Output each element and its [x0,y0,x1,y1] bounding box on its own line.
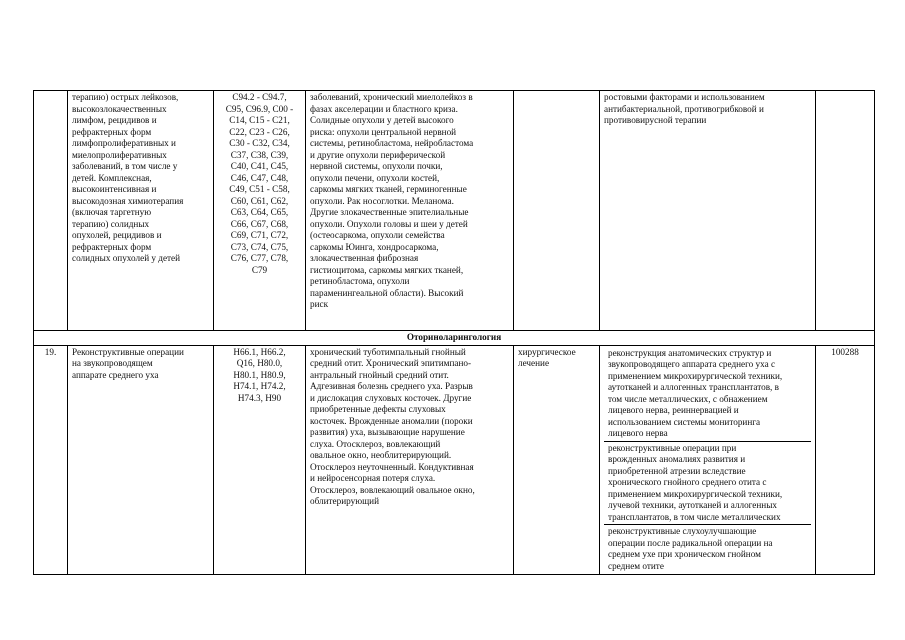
treatment-method-cell: ростовыми факторами и использованием антибактериальной, противогрибковой и противовирусной терапии [600,91,816,331]
table-row-continued [34,91,875,331]
treatment-method-1: реконструкция анатомических структур и звукопроводящего аппарата среднего уха с применением микрохирургической техники, аутотканей и аллогенных трансплантатов, в том числе металлических, с обнажением лицевого нерва, реиннервацией и использованием системы мониторинга лицевого нерва [604,347,811,442]
row-number-cell [34,91,68,331]
treatment-method-2: реконструктивные операции при врожденных аномалиях развития и приобретенной атрезии вследствие хронического гнойного среднего отита с применением микрохирургической техники, лучевой техники, аутотканей и аллогенных трансплантатов, в том числе металлических [604,442,811,526]
treatment-method-3: реконструктивные слухоулучшающие операции после радикальной операции на среднем ухе при хроническом гнойном среднем отите [608,526,773,571]
diagnosis-cell: хронический туботимпальный гнойный средний отит. Хронический эпитимпано- антральный гнойный средний отит. Адгезивная болезнь среднего уха. Разрыв и дислокация слуховых косточек. Другие приобретенные дефекты слуховых косточек. Врожденные аномалии (пороки развития) уха, вызывающие нарушение слуха. Отосклероз, вовлекающий овальное окно, необлитерирующий. Отосклероз неуточненный. Кондуктивная и нейросенсорная потеря слуха. Отосклероз, вовлекающий овальное окно, облитерирующий [306,345,514,575]
treatment-methods-cell [600,345,816,575]
service-name-cell: терапию) острых лейкозов, высокозлокачественных лимфом, рецидивов и рефрактерных форм лимфопролиферативных и миелопролиферативных заболеваний, в том числе у детей. Комплексная, высокоинтенсивная и высокодозная химиотерапия (включая таргетную терапию) солидных опухолей, рецидивов и рефрактерных форм солидных опухолей у детей [68,91,214,331]
section-header-row [34,331,875,346]
cost-cell [816,91,875,331]
treatment-type-cell [514,91,600,331]
row-number-cell: 19. [34,345,68,575]
service-name-cell: Реконструктивные операции на звукопроводящем аппарате среднего уха [68,345,214,575]
treatment-type-cell: хирургическое лечение [514,345,600,575]
icd-codes-cell: Н66.1, Н66.2, Q16, Н80.0, Н80.1, Н80.9, Н74.1, Н74.2, Н74.3, Н90 [214,345,306,575]
table-row-19 [34,345,875,575]
section-title: Оториноларингология [34,331,875,346]
cost-cell: 100288 [816,345,875,575]
services-table [33,90,875,575]
icd-codes-cell: С94.2 - С94.7, С95, С96.9, С00 - С14, С15 - С21, С22, С23 - С26, С30 - С32, С34, С37, С38, С39, С40, С41, С45, С46, С47, С48, С49, С51 - С58, С60, С61, С62, С63, С64, С65, С66, С67, С68, С69, С71, С72, С73, С74, С75, С76, С77, С78, С79 [214,91,306,331]
diagnosis-cell: заболеваний, хронический миелолейкоз в фазах акселерации и бластного криза. Солидные опухоли у детей высокого риска: опухоли центральной нервной системы, ретинобластома, нейробластома и другие опухоли периферической нервной системы, опухоли почки, опухоли печени, опухоли костей, саркомы мягких тканей, герминогенные опухоли. Рак носоглотки. Меланома. Другие злокачественные эпителиальные опухоли. Опухоли головы и шеи у детей (остеосаркома, опухоли семейства саркомы Юинга, хондросаркома, злокачественная фиброзная гистиоцитома, саркомы мягких тканей, ретинобластома, опухоли параменингеальной области). Высокий риск [306,91,514,331]
